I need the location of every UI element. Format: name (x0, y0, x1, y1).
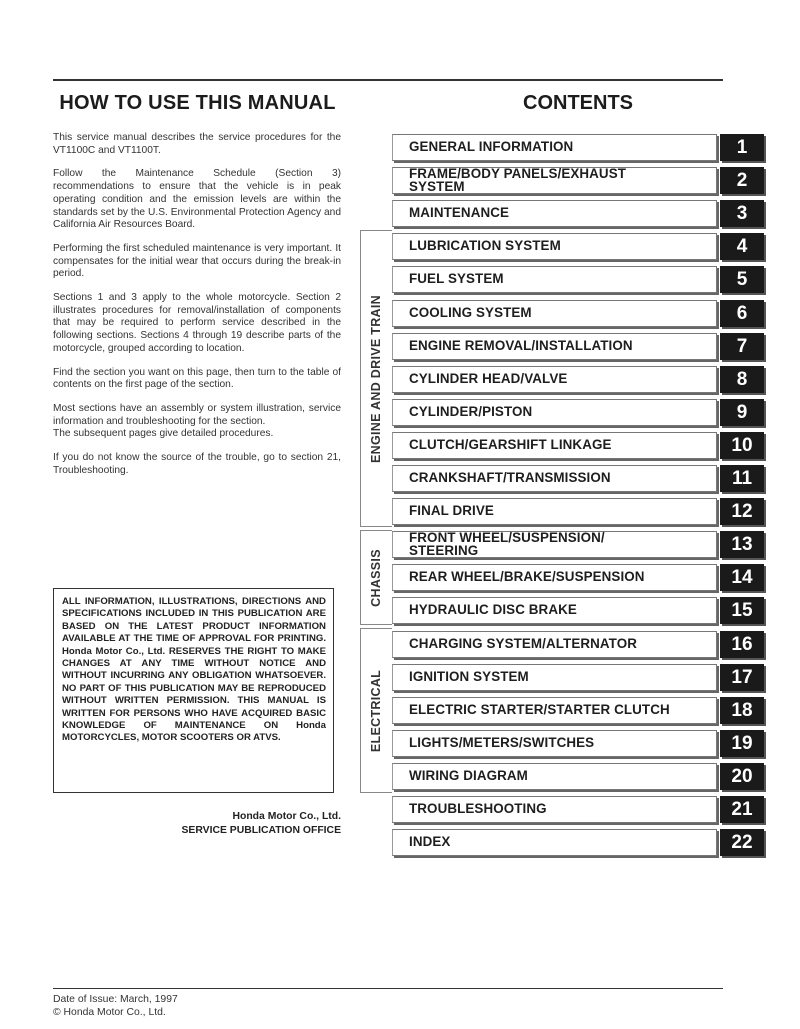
toc-row[interactable] (392, 531, 764, 558)
toc-section-number[interactable]: 20 (720, 763, 764, 790)
toc-row[interactable] (392, 498, 764, 525)
intro-paragraph: Follow the Maintenance Schedule (Section 3) recommendations to ensure that the vehicle is in peak operating condition and the emission levels are within the standards set by the U.S. Environmental Protection Agency and California Air Resources Board. (53, 168, 341, 231)
toc-row[interactable] (392, 597, 764, 624)
toc-row[interactable] (392, 631, 764, 658)
toc-section-number[interactable]: 2 (720, 167, 764, 194)
manual-usage-heading: HOW TO USE THIS MANUAL (59, 92, 336, 114)
toc-section-number[interactable]: 9 (720, 399, 764, 426)
legal-notice-text: ALL INFORMATION, ILLUSTRATIONS, DIRECTIONS AND SPECIFICATIONS INCLUDED IN THIS PUBLICATION ARE BASED ON THE LATEST PRODUCT INFORMATION AVAILABLE AT THE TIME OF APPROVAL FOR PRINTING. Honda Motor Co., Ltd. RESERVES THE RIGHT TO MAKE CHANGES AT ANY TIME WITHOUT NOTICE AND WITHOUT INCURRING ANY OBLIGATION WHATSOEVER. NO PART OF THIS PUBLICATION MAY BE REPRODUCED WITHOUT WRITTEN PERMISSION. THIS MANUAL IS WRITTEN FOR PERSONS WHO HAVE ACQUIRED BASIC KNOWLEDGE OF MAINTENANCE ON Honda MOTORCYCLES, MOTOR SCOOTERS OR ATVS. (62, 596, 326, 744)
toc-row[interactable] (392, 134, 764, 161)
toc-row[interactable] (392, 465, 764, 492)
publisher-block (53, 810, 341, 837)
toc-section-box[interactable] (392, 664, 717, 691)
toc-section-label: LUBRICATION SYSTEM (409, 238, 561, 254)
group-label-engine: ENGINE AND DRIVE TRAIN (369, 295, 383, 463)
toc-section-label: CLUTCH/GEARSHIFT LINKAGE (409, 437, 612, 453)
toc-row[interactable] (392, 730, 764, 757)
toc-section-number[interactable]: 22 (720, 829, 764, 856)
toc-section-number[interactable]: 13 (720, 531, 764, 558)
toc-section-number[interactable]: 11 (720, 465, 764, 492)
toc-section-label: ELECTRIC STARTER/STARTER CLUTCH (409, 702, 670, 718)
toc-section-box[interactable] (392, 233, 717, 260)
toc-row[interactable] (392, 432, 764, 459)
toc-section-number[interactable]: 5 (720, 266, 764, 293)
toc-row[interactable] (392, 564, 764, 591)
toc-section-label: FINAL DRIVE (409, 503, 494, 519)
toc-section-label: CYLINDER HEAD/VALVE (409, 371, 568, 387)
contents-heading: CONTENTS (523, 92, 633, 114)
toc-section-box[interactable] (392, 597, 717, 624)
toc-section-box[interactable] (392, 829, 717, 856)
toc-section-label: WIRING DIAGRAM (409, 768, 528, 784)
toc-section-label: MAINTENANCE (409, 205, 510, 221)
footer (53, 993, 178, 1019)
group-bracket-engine (360, 230, 392, 527)
toc-section-box[interactable] (392, 399, 717, 426)
toc-row[interactable] (392, 366, 764, 393)
toc-row[interactable] (392, 333, 764, 360)
toc-section-box[interactable] (392, 432, 717, 459)
toc-section-label: TROUBLESHOOTING (409, 801, 547, 817)
intro-paragraph: Find the section you want on this page, then turn to the table of contents on the first page of the section. (53, 366, 341, 391)
toc-section-label: CYLINDER/PISTON (409, 404, 533, 420)
toc-section-box[interactable] (392, 730, 717, 757)
toc-section-box[interactable] (392, 300, 717, 327)
toc-section-box[interactable] (392, 697, 717, 724)
toc-section-box[interactable] (392, 564, 717, 591)
toc-section-label: IGNITION SYSTEM (409, 669, 529, 685)
toc-section-number[interactable]: 19 (720, 730, 764, 757)
toc-section-number[interactable]: 21 (720, 796, 764, 823)
toc-section-label: ENGINE REMOVAL/INSTALLATION (409, 338, 633, 354)
copyright: © Honda Motor Co., Ltd. (53, 1007, 166, 1018)
toc-row[interactable] (392, 200, 764, 227)
intro-paragraph: Most sections have an assembly or system illustration, service information and troubleshooting for the section. The subsequent pages give detailed procedures. (53, 402, 341, 440)
toc-section-label: CHARGING SYSTEM/ALTERNATOR (409, 636, 638, 652)
toc-row[interactable] (392, 300, 764, 327)
toc-section-box[interactable] (392, 366, 717, 393)
toc-section-number[interactable]: 15 (720, 597, 764, 624)
toc-section-box[interactable] (392, 200, 717, 227)
toc-section-box[interactable] (392, 631, 717, 658)
group-label-chassis: CHASSIS (369, 549, 383, 607)
toc-section-box[interactable] (392, 531, 717, 558)
toc-section-box[interactable] (392, 465, 717, 492)
bottom-rule (53, 988, 723, 989)
group-bracket-electrical (360, 628, 392, 793)
toc-row[interactable] (392, 664, 764, 691)
toc-section-box[interactable] (392, 266, 717, 293)
toc-section-label: LIGHTS/METERS/SWITCHES (409, 735, 595, 751)
intro-paragraph: Performing the first scheduled maintenance is very important. It compensates for the initial wear that occurs during the break-in period. (53, 242, 341, 280)
toc-section-number[interactable]: 10 (720, 432, 764, 459)
publisher-name: Honda Motor Co., Ltd. (232, 811, 341, 822)
toc-section-number[interactable]: 14 (720, 564, 764, 591)
toc-row[interactable] (392, 796, 764, 823)
publisher-office: SERVICE PUBLICATION OFFICE (181, 824, 341, 836)
toc-section-number[interactable]: 8 (720, 366, 764, 393)
toc-section-box[interactable] (392, 167, 717, 194)
toc-section-number[interactable]: 7 (720, 333, 764, 360)
group-bracket-chassis (360, 530, 392, 625)
toc-row[interactable] (392, 233, 764, 260)
toc-section-box[interactable] (392, 134, 717, 161)
legal-notice-box (53, 588, 334, 793)
toc-section-number[interactable]: 1 (720, 134, 764, 161)
toc-section-number[interactable]: 6 (720, 300, 764, 327)
toc-section-box[interactable] (392, 333, 717, 360)
toc-section-number[interactable]: 3 (720, 200, 764, 227)
toc-section-number[interactable]: 12 (720, 498, 764, 525)
intro-text (53, 132, 341, 488)
toc-section-label: FRONT WHEEL/SUSPENSION/ STEERING (409, 530, 605, 558)
toc-section-number[interactable]: 18 (720, 697, 764, 724)
toc-row[interactable] (392, 167, 764, 194)
toc-row[interactable] (392, 266, 764, 293)
top-rule (53, 79, 723, 81)
toc-section-label: INDEX (409, 834, 451, 850)
toc-section-label: REAR WHEEL/BRAKE/SUSPENSION (409, 569, 645, 585)
toc-row[interactable] (392, 763, 764, 790)
intro-paragraph: If you do not know the source of the trouble, go to section 21, Troubleshooting. (53, 452, 341, 476)
toc-section-label: FRAME/BODY PANELS/EXHAUST SYSTEM (409, 166, 627, 194)
toc-section-label: GENERAL INFORMATION (409, 139, 574, 155)
toc-section-number[interactable]: 17 (720, 664, 764, 691)
toc-row[interactable] (392, 829, 764, 856)
toc-section-number[interactable]: 16 (720, 631, 764, 658)
toc-section-label: CRANKSHAFT/TRANSMISSION (409, 470, 611, 486)
toc-section-box[interactable] (392, 763, 717, 790)
issue-date: Date of Issue: March, 1997 (53, 994, 178, 1005)
toc-section-label: HYDRAULIC DISC BRAKE (409, 602, 577, 618)
toc-row[interactable] (392, 697, 764, 724)
toc-section-box[interactable] (392, 796, 717, 823)
toc-row[interactable] (392, 399, 764, 426)
intro-paragraph: This service manual describes the service procedures for the VT1100C and VT1100T. (53, 132, 341, 156)
toc-section-label: COOLING SYSTEM (409, 305, 532, 321)
toc-section-number[interactable]: 4 (720, 233, 764, 260)
toc-section-label: FUEL SYSTEM (409, 271, 504, 287)
toc-section-box[interactable] (392, 498, 717, 525)
intro-paragraph: Sections 1 and 3 apply to the whole motorcycle. Section 2 illustrates procedures for removal/installation of components that may be required to perform service described in the following sections. Sections 4 through 19 describe parts of the motorcycle, grouped according to location. (53, 292, 341, 354)
group-label-electrical: ELECTRICAL (369, 669, 383, 753)
